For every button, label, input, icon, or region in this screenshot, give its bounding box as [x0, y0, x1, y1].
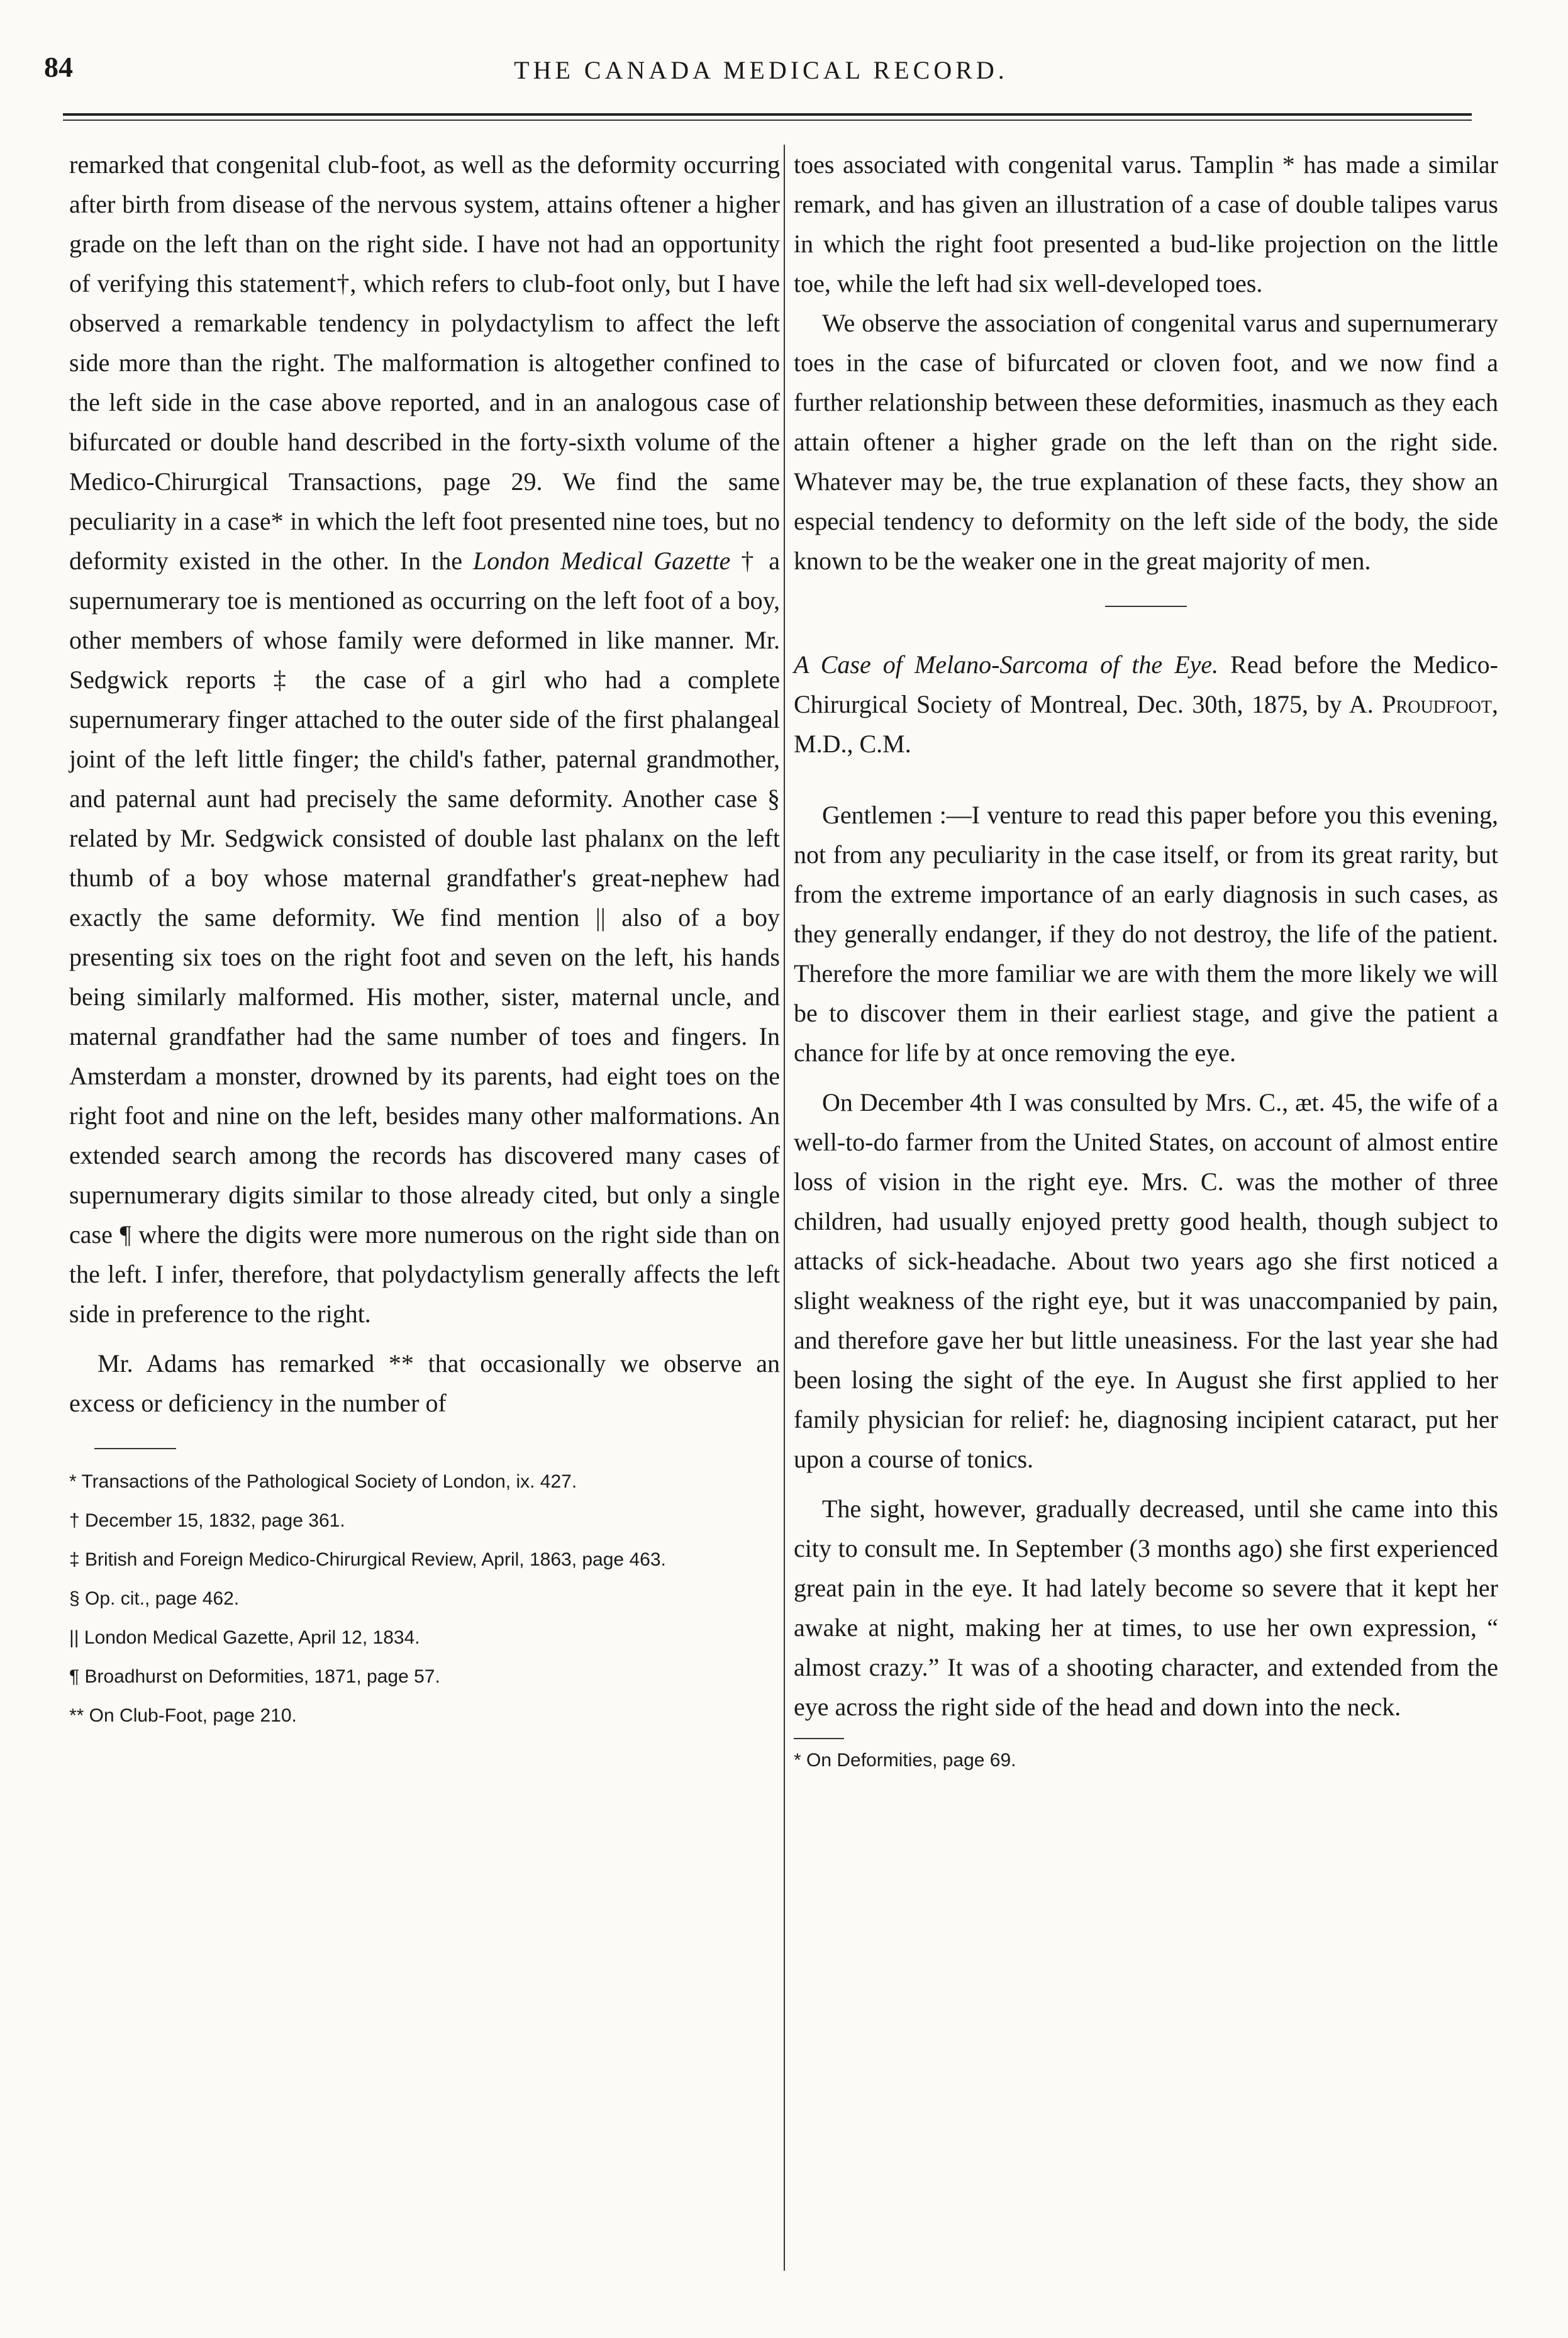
- page-header: [44, 50, 1478, 101]
- page-number: 84: [44, 51, 73, 83]
- left-paragraph-2: Mr. Adams has remarked ** that occasionally we observe an excess or deficiency in the number of: [69, 1349, 780, 1417]
- article-title-italic: A Case of Melano-Sarcoma of the Eye.: [794, 650, 1219, 679]
- right-paragraph-4: On December 4th I was consulted by Mrs. C., æt. 45, the wife of a well-to-do farmer from the United States, on account of almost entire loss of vision in the right eye. Mrs. C. was the mother of three children, had usually enjoyed pretty good health, though subject to attacks of sick-headache. About two years ago she first noticed a slight weakness of the right eye, but it was unaccompanied by pain, and therefore gave her but little uneasiness. For the last year she had been losing the sight of the eye. In August she first applied to her family physician for relief: he, diagnosing incipient cataract, put her upon a course of tonics.: [794, 1088, 1498, 1473]
- right-paragraph-1: toes associated with congenital varus. Tamplin * has made a similar remark, and has given an illustration of a case of double talipes varus in which the right foot presented a bud-like projection on the little toe, while the left had six well-developed toes.: [794, 150, 1498, 298]
- footnote: † December 15, 1832, page 361.: [69, 1510, 345, 1531]
- left-paragraph-1-rest: † a supernumerary toe is mentioned as occurring on the left foot of a boy, other members of whose family were deformed in like manner. Mr. Sedgwick reports ‡ the case of a girl who had a complete supernumerary finger attached to the outer side of the first phalangeal joint of the left little finger; the child's father, paternal grandmother, and paternal aunt had precisely the same deformity. Another case § related by Mr. Sedgwick consisted of double last phalanx on the left thumb of a boy whose maternal grandfather's great-nephew had exactly the same deformity. We find mention || also of a boy presenting six toes on the right foot and seven on the left, his hands being similarly malformed. His mother, sister, maternal uncle, and maternal grandfather had the same number of toes and fingers. In Amsterdam a monster, drowned by its parents, had eight toes on the right foot and nine on the left, besides many other malformations. An extended search among the records has discovered many cases of supernumerary digits similar to those already cited, but only a single case ¶ where the digits were more numerous on the right side than on the left. I infer, therefore, that polydactylism generally affects the left side in preference to the right.: [69, 547, 781, 1328]
- article-author: Proudfoot: [1382, 690, 1492, 718]
- footnote: § Op. cit., page 462.: [69, 1588, 240, 1609]
- footnote-rule: [94, 1448, 176, 1449]
- article-title-rest: Read before the Medico-Chirurgical Society of Montreal, Dec. 30th, 1875, by A.: [794, 650, 1498, 718]
- footnote: * On Deformities, page 69.: [794, 1750, 1016, 1771]
- left-paragraph-1-text: remarked that congenital club-foot, as well as the deformity occurring after birth from disease of the nervous system, attains oftener a higher grade on the left than on the right side. I have not had an opportunity of verifying this statement†, which refers to club-foot only, but I have observed a remarkable tendency in polydactylism to affect the left side more than the right. The malformation is altogether confined to the left side in the case above reported, and in an analogous case of bifurcated or double hand described in the forty-sixth volume of the Medico-Chirurgical Transactions, page 29. We find the same peculiarity in a case* in which the left foot presented nine toes, but no deformity existed in the other. In the: [69, 150, 780, 575]
- running-title: THE CANADA MEDICAL RECORD.: [514, 56, 1008, 84]
- article-title: [794, 645, 1498, 764]
- left-paragraph-1: [69, 145, 780, 1333]
- right-footnotes: [794, 1747, 1498, 1774]
- right-paragraph-3: Gentlemen :—I venture to read this paper before you this evening, not from any peculiarity in the case itself, or from its great rarity, but from the extreme importance of an early diagnosis in such cases, as they generally endanger, if they do not destroy, the life of the patient. Therefore the more familiar we are with them the more likely we will be to discover them in their earliest stage, and give the patient a chance for life by at once removing the eye.: [794, 801, 1498, 1067]
- right-paragraph-2: We observe the association of congenital varus and supernumerary toes in the case of bifurcated or cloven foot, and we now find a further relationship between these deformities, inasmuch as they each attain oftener a higher grade on the left than on the right side. Whatever may be, the true explanation of these facts, they show an especial tendency to deformity on the left side of the body, the side known to be the weaker one in the great majority of men.: [794, 309, 1498, 575]
- section-rule: [1105, 606, 1187, 607]
- article-author-credentials: , M.D., C.M.: [794, 690, 1498, 758]
- footnote: || London Medical Gazette, April 12, 1834.: [69, 1627, 420, 1648]
- footnote: ** On Club-Foot, page 210.: [69, 1705, 297, 1726]
- left-column: [69, 145, 780, 1741]
- header-rule-secondary: [63, 120, 1472, 121]
- right-column: [794, 145, 1498, 1786]
- right-paragraph-5: The sight, however, gradually decreased, until she came into this city to consult me. In September (3 months ago) she first experienced great pain in the eye. It had lately become so severe that it kept her awake at night, making her at times, to use her own expression, “ almost crazy.” It was of a shooting character, and extended from the eye across the right side of the head and down into the neck.: [794, 1495, 1498, 1721]
- footnote: * Transactions of the Pathological Society of London, ix. 427.: [69, 1471, 577, 1492]
- footnote: ‡ British and Foreign Medico-Chirurgical Review, April, 1863, page 463.: [69, 1549, 666, 1570]
- left-footnotes: [69, 1468, 780, 1730]
- header-rule: [63, 113, 1472, 116]
- footnote: ¶ Broadhurst on Deformities, 1871, page 57.: [69, 1666, 440, 1687]
- source-italic: London Medical Gazette: [472, 547, 731, 575]
- column-divider: [784, 145, 785, 2271]
- footnote-rule: [794, 1738, 844, 1739]
